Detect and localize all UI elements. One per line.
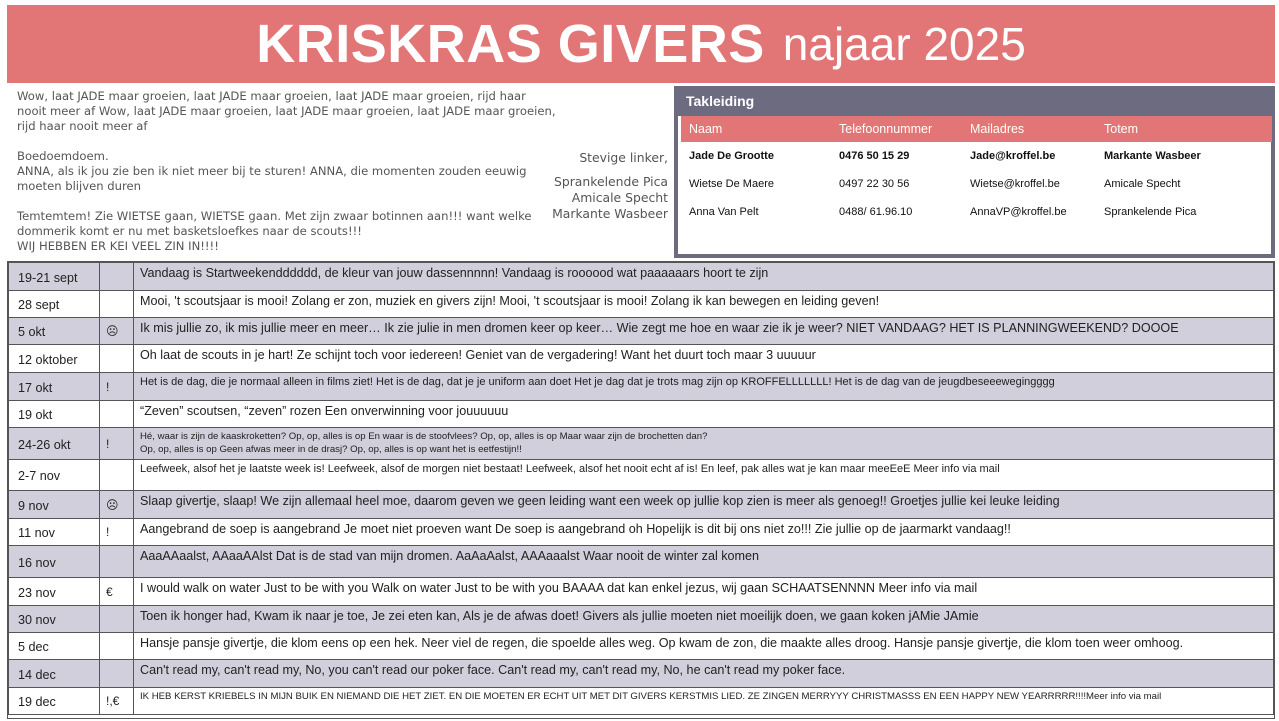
leader-name: Wietse De Maere	[689, 178, 774, 190]
leader-phone: 0497 22 30 56	[839, 178, 910, 190]
schedule-date: 19 okt	[9, 401, 100, 428]
leaders-header-row	[681, 116, 1272, 142]
leader-name: Anna Van Pelt	[689, 206, 759, 218]
schedule-text: Hansje pansje givertje, die klom eens op een hek. Neer viel de regen, die spoelde alles weg. Op kwam de zon, die maakte alles droog. Hansje pansje givertje, die klom toen weer omhoog.	[134, 633, 1274, 660]
schedule-date: 17 okt	[9, 373, 100, 401]
leader-totem: Markante Wasbeer	[1104, 150, 1201, 162]
schedule-mark: !,€	[100, 688, 134, 715]
signature-name-3: Markante Wasbeer	[552, 206, 668, 221]
schedule-row	[9, 401, 1274, 428]
schedule-date: 28 sept	[9, 291, 100, 318]
schedule-row	[9, 633, 1274, 660]
schedule-row	[9, 291, 1274, 318]
schedule-mark	[100, 401, 134, 428]
schedule-mark	[100, 660, 134, 688]
leader-email[interactable]: AnnaVP@kroffel.be	[970, 206, 1067, 218]
schedule-text: Aangebrand de soep is aangebrand Je moet niet proeven want De soep is aangebrand oh Hopelijk is dit bij ons niet zo!!! Zie jullie op de jaarmarkt vandaag!!	[134, 519, 1274, 546]
schedule-row	[9, 578, 1274, 606]
title-main: KRISKRAS GIVERS	[256, 14, 765, 74]
schedule-date: 19 dec	[9, 688, 100, 715]
leader-email[interactable]: Jade@kroffel.be	[970, 150, 1056, 162]
schedule-date: 2-7 nov	[9, 460, 100, 491]
leader-row	[681, 142, 1272, 170]
schedule-row	[9, 491, 1274, 519]
signature-name-1: Sprankelende Pica	[553, 174, 668, 189]
schedule-date: 5 okt	[9, 318, 100, 345]
schedule-date: 16 nov	[9, 546, 100, 578]
leader-name: Jade De Grootte	[689, 150, 774, 162]
schedule-text: Het is de dag, die je normaal alleen in films ziet! Het is de dag, dat je je uniform aan doet Het je dag dat je trots mag zijn op KROFFELLLLLLL! Het is de dag van de jeugdbeseeewegingggg	[134, 373, 1274, 401]
leaders-table	[681, 116, 1272, 226]
schedule-date: 11 nov	[9, 519, 100, 546]
title-season: najaar 2025	[782, 18, 1026, 70]
schedule-date: 19-21 sept	[9, 263, 100, 291]
schedule-text: Oh laat de scouts in je hart! Ze schijnt toch voor iedereen! Geniet van de vergadering! Want het duurt toch maar 3 uuuuur	[134, 345, 1274, 373]
signature-name-2: Amicale Specht	[571, 190, 668, 205]
schedule-date: 14 dec	[9, 660, 100, 688]
takleiding-title: Takleiding	[686, 93, 755, 109]
title-banner	[7, 5, 1275, 83]
schedule-row	[9, 460, 1274, 491]
header-mail: Mailadres	[962, 116, 1096, 142]
schedule-row	[9, 373, 1274, 401]
schedule-date: 5 dec	[9, 633, 100, 660]
schedule-mark: €	[100, 578, 134, 606]
schedule-mark: ☹	[100, 491, 134, 519]
signature-greeting: Stevige linker,	[579, 150, 668, 165]
takleiding-body	[678, 116, 1271, 254]
leader-totem: Amicale Specht	[1104, 178, 1181, 190]
schedule-text: Leefweek, alsof het je laatste week is! Leefweek, alsof de morgen niet bestaat! Leefweek, alsof het nooit echt af is! En leef, pak alles wat je kan maar meeEeE Meer info via mail	[134, 460, 1274, 491]
intro-paragraph-jade: Wow, laat JADE maar groeien, laat JADE maar groeien, laat JADE maar groeien, rijd haar nooit meer af Wow, laat JADE maar groeien, laat JADE maar groeien, laat JADE maar groeien, rijd haar nooit meer af	[17, 89, 556, 133]
schedule-text: “Zeven” scoutsen, “zeven” rozen Een onverwinning voor jouuuuuu	[134, 401, 1274, 428]
leader-phone: 0488/ 61.96.10	[839, 206, 913, 218]
schedule-table-frame	[7, 261, 1275, 719]
schedule-date: 23 nov	[9, 578, 100, 606]
header-naam: Naam	[681, 116, 831, 142]
schedule-text: Slaap givertje, slaap! We zijn allemaal heel moe, daarom geven we geen leiding want een week op jullie kop zien is meer als genoeg!! Groetjes jullie kei leuke leiding	[134, 491, 1274, 519]
schedule-mark: !	[100, 519, 134, 546]
schedule-mark	[100, 633, 134, 660]
schedule-text: Ik mis jullie zo, ik mis jullie meer en meer… Ik zie julie in men dromen keer op keer… Wie zegt me hoe en waar zie ik je weer? NIET VANDAAG? HET IS PLANNINGWEEKEND? DOOOE	[134, 318, 1274, 345]
schedule-text: Vandaag is Startweekendddddd, de kleur van jouw dassennnnn! Vandaag is roooood wat paaaaaars hoort te zijn	[134, 263, 1274, 291]
schedule-mark: ☹	[100, 318, 134, 345]
leader-row	[681, 170, 1272, 198]
signature	[552, 150, 668, 222]
schedule-row	[9, 263, 1274, 291]
schedule-row	[9, 660, 1274, 688]
intro-paragraph-anna: Boedoemdoem. ANNA, als ik jou zie ben ik niet meer bij te sturen! ANNA, die momenten zouden eeuwig moeten blijven duren	[17, 149, 527, 193]
schedule-text: Toen ik honger had, Kwam ik naar je toe, Je zei eten kan, Als je de afwas doet! Givers als jullie moeten niet moeilijk doen, we gaan koken jAMie JAmie	[134, 606, 1274, 633]
schedule-text: Can't read my, can't read my, No, you can't read our poker face. Can't read my, can't read my, No, he can't read my poker face.	[134, 660, 1274, 688]
intro-paragraph-wietse: Temtemtem! Zie WIETSE gaan, WIETSE gaan. Met zijn zwaar botinnen aan!!! want welke dommerik komt er nu met basketsloefkes naar de scouts!!! WIJ HEBBEN ER KEI VEEL ZIN IN!!!!	[17, 209, 532, 253]
schedule-date: 12 oktober	[9, 345, 100, 373]
schedule-row	[9, 688, 1274, 715]
schedule-date: 30 nov	[9, 606, 100, 633]
intro-text	[17, 89, 557, 269]
schedule-row	[9, 519, 1274, 546]
leader-phone: 0476 50 15 29	[839, 150, 910, 162]
schedule-row	[9, 606, 1274, 633]
schedule-date: 9 nov	[9, 491, 100, 519]
schedule-mark	[100, 606, 134, 633]
schedule-table	[8, 262, 1274, 715]
takleiding-panel	[674, 86, 1275, 258]
header-telefoon: Telefoonnummer	[831, 116, 962, 142]
leader-email[interactable]: Wietse@kroffel.be	[970, 178, 1060, 190]
schedule-row	[9, 345, 1274, 373]
header-totem: Totem	[1096, 116, 1272, 142]
leader-totem: Sprankelende Pica	[1104, 206, 1197, 218]
schedule-row	[9, 318, 1274, 345]
schedule-text: Mooi, 't scoutsjaar is mooi! Zolang er zon, muziek en givers zijn! Mooi, 't scoutsjaar is mooi! Zolang ik kan bewegen en leiding geven!	[134, 291, 1274, 318]
schedule-mark: !	[100, 428, 134, 460]
schedule-mark	[100, 263, 134, 291]
leader-row	[681, 198, 1272, 226]
schedule-mark	[100, 291, 134, 318]
schedule-text: I would walk on water Just to be with you Walk on water Just to be with you BAAAA dat kan enkel jezus, wij gaan SCHAATSENNNN Meer info via mail	[134, 578, 1274, 606]
schedule-mark	[100, 546, 134, 578]
schedule-row	[9, 546, 1274, 578]
schedule-text: IK HEB KERST KRIEBELS IN MIJN BUIK EN NIEMAND DIE HET ZIET. EN DIE MOETEN ER ECHT UIT MET DIT GIVERS KERSTMIS LIED. ZE ZINGEN MERRYYY CHRISTMASSS EN EEN HAPPY NEW YEARRRRR!!!!Meer info via mail	[134, 688, 1274, 715]
schedule-row	[9, 428, 1274, 460]
schedule-mark	[100, 460, 134, 491]
schedule-mark: !	[100, 373, 134, 401]
schedule-text: Hé, waar is zijn de kaaskroketten? Op, op, alles is op En waar is de stoofvlees? Op, op, alles is op Maar waar zijn de brochetten dan? Op, op, alles is op Geen afwas meer in de drasj? Op, op, alles is op want het is eetfestijn!!	[134, 428, 1274, 460]
schedule-date: 24-26 okt	[9, 428, 100, 460]
schedule-mark	[100, 345, 134, 373]
schedule-text: AaaAAaalst, AAaaAAlst Dat is de stad van mijn dromen. AaAaAalst, AAAaaalst Waar nooit de winter zal komen	[134, 546, 1274, 578]
